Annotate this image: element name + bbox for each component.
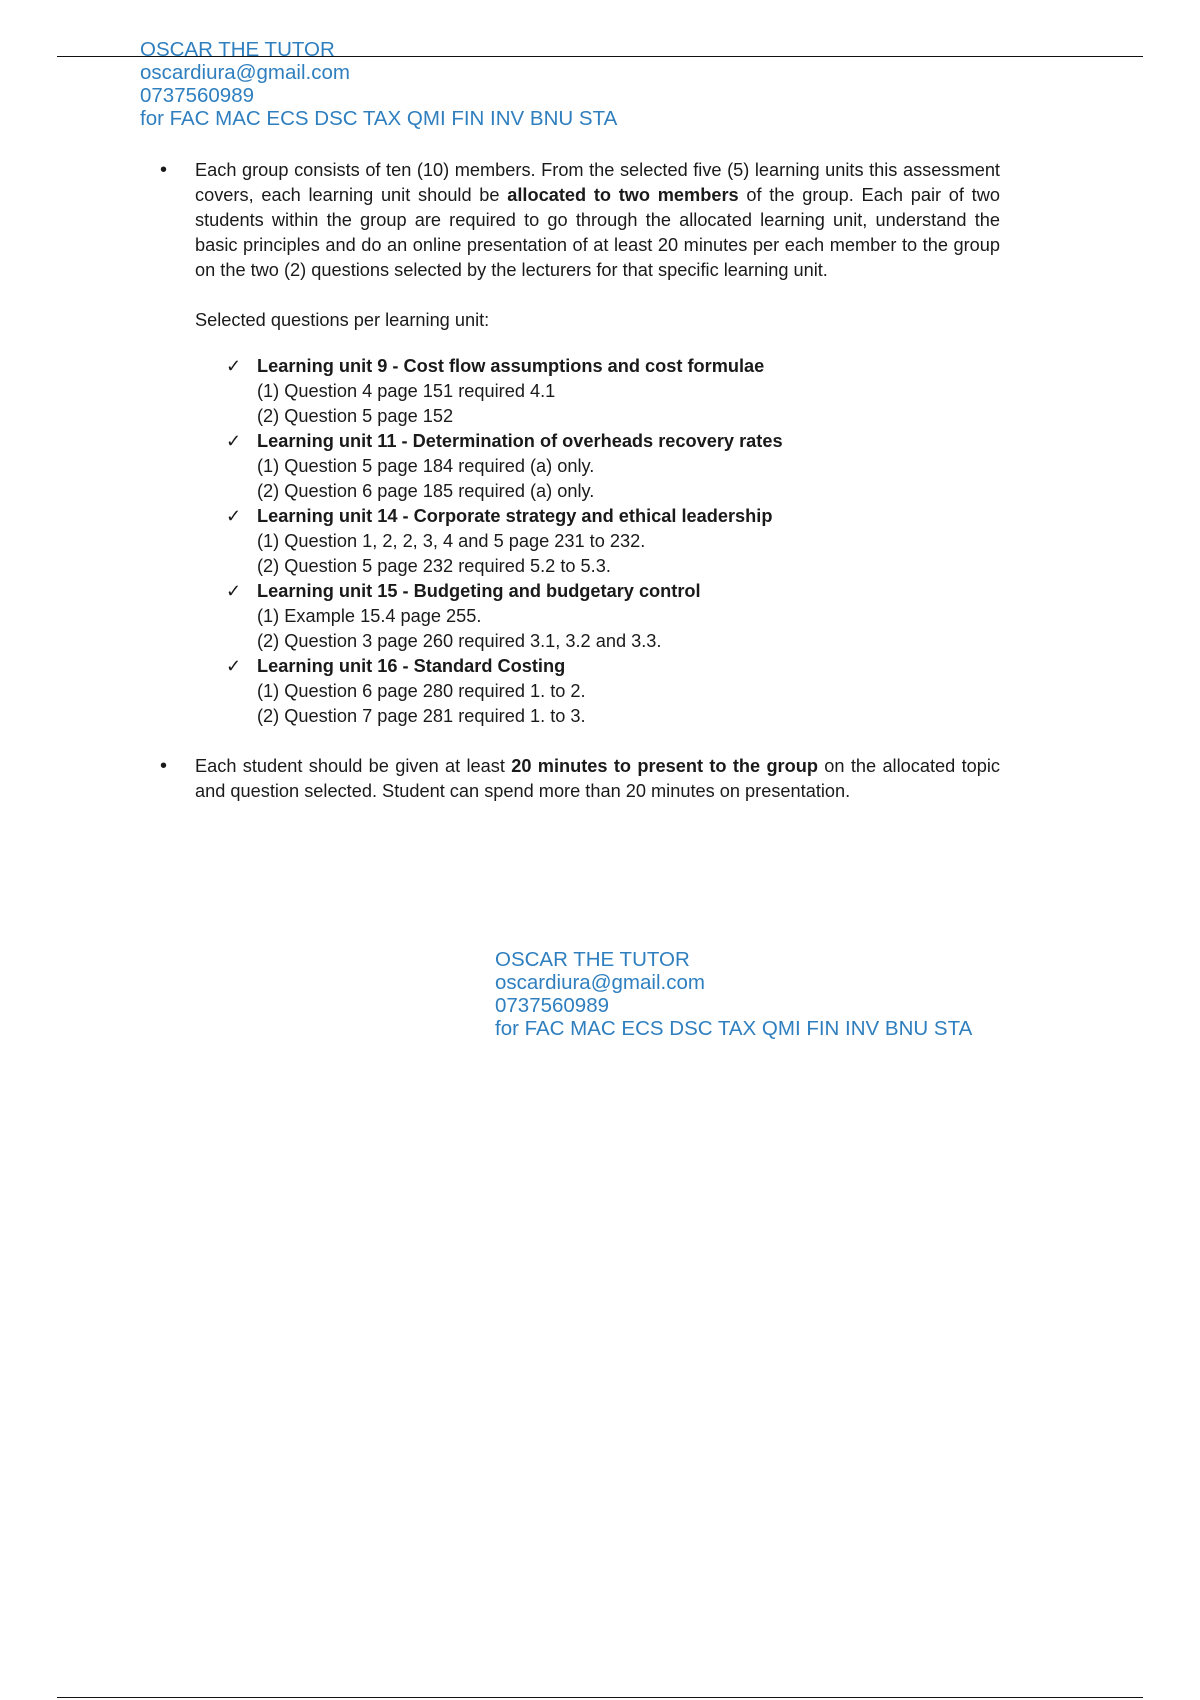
- group-allocation-paragraph: Each group consists of ten (10) members. From the selected five (5) learning units this assessment covers, each learning unit should be allocated to two members of the group. Each pair of two students within the group are required to go through the allocated learning unit, understand the basic principles and do an online presentation of at least 20 minutes per each member to the group on the two (2) questions selected by the lecturers for that specific learning unit.: [195, 160, 1000, 280]
- bullet-icon: •: [160, 755, 168, 777]
- question-line: (1) Question 1, 2, 2, 3, 4 and 5 page 231 to 232.: [257, 531, 646, 551]
- header-phone: 0737560989: [140, 84, 255, 107]
- list-item: [226, 429, 1000, 504]
- learning-unit-title: Learning unit 14 - Corporate strategy and ethical leadership: [257, 506, 773, 526]
- header-tutor-name: OSCAR THE TUTOR: [140, 38, 335, 61]
- learning-unit-title: Learning unit 15 - Budgeting and budgetary control: [257, 581, 701, 601]
- learning-unit-title: Learning unit 16 - Standard Costing: [257, 656, 566, 676]
- presentation-time-paragraph: Each student should be given at least 20 minutes to present to the group on the allocated topic and question selected. Student can spend more than 20 minutes on presentation.: [195, 756, 1000, 801]
- list-item: [226, 654, 1000, 729]
- allocation-emphasis: allocated to two members: [507, 185, 739, 205]
- bullet-icon: •: [160, 159, 168, 181]
- bullet-item-group-allocation: [160, 158, 1000, 354]
- header-email: oscardiura@gmail.com: [140, 61, 350, 84]
- question-line: (1) Question 5 page 184 required (a) only.: [257, 456, 595, 476]
- document-body: [160, 158, 1000, 804]
- list-item: [226, 579, 1000, 654]
- footer-contact-block: [495, 948, 972, 1040]
- question-line: (2) Question 6 page 185 required (a) only.: [257, 481, 595, 501]
- learning-unit-title: Learning unit 11 - Determination of overheads recovery rates: [257, 431, 783, 451]
- question-line: (2) Question 7 page 281 required 1. to 3.: [257, 706, 586, 726]
- question-line: (1) Question 6 page 280 required 1. to 2.: [257, 681, 586, 701]
- selected-questions-label: Selected questions per learning unit:: [195, 310, 490, 330]
- check-icon: ✓: [226, 431, 242, 451]
- list-item: [226, 354, 1000, 429]
- header-contact-block: [140, 38, 617, 130]
- question-line: (2) Question 3 page 260 required 3.1, 3.2 and 3.3.: [257, 631, 662, 651]
- check-icon: ✓: [226, 506, 242, 526]
- learning-unit-title: Learning unit 9 - Cost flow assumptions and cost formulae: [257, 356, 765, 376]
- list-item: [226, 504, 1000, 579]
- check-icon: ✓: [226, 656, 242, 676]
- footer-email: oscardiura@gmail.com: [495, 971, 705, 994]
- question-line: (1) Example 15.4 page 255.: [257, 606, 482, 626]
- footer-phone: 0737560989: [495, 994, 610, 1017]
- question-line: (2) Question 5 page 152: [257, 406, 454, 426]
- check-icon: ✓: [226, 356, 242, 376]
- presentation-emphasis: 20 minutes to present to the group: [511, 756, 818, 776]
- learning-unit-list: [160, 354, 1000, 729]
- footer-subjects: for FAC MAC ECS DSC TAX QMI FIN INV BNU STA: [495, 1017, 973, 1040]
- check-icon: ✓: [226, 581, 242, 601]
- header-subjects: for FAC MAC ECS DSC TAX QMI FIN INV BNU STA: [140, 107, 618, 130]
- bullet-item-presentation-time: [160, 754, 1000, 804]
- footer-rule: [57, 1697, 1143, 1698]
- question-line: (2) Question 5 page 232 required 5.2 to 5.3.: [257, 556, 611, 576]
- footer-tutor-name: OSCAR THE TUTOR: [495, 948, 690, 971]
- question-line: (1) Question 4 page 151 required 4.1: [257, 381, 556, 401]
